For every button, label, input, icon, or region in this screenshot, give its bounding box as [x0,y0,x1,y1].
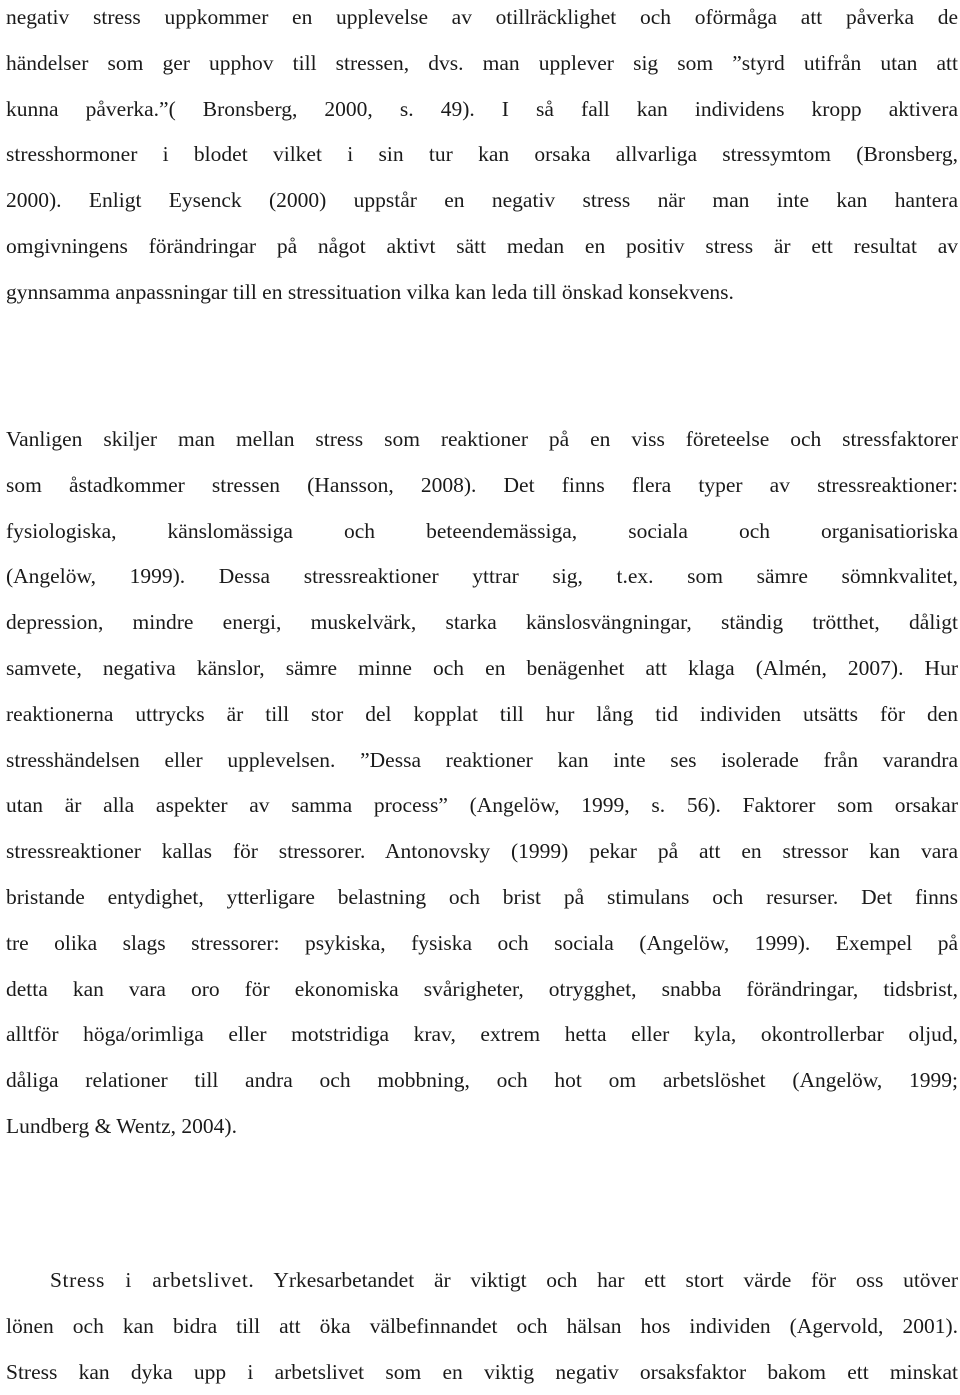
text-line: stressreaktioner kallas för stressorer. Antonovsky (1999) pekar på att en stressor kan vara [6,839,958,864]
text-line: depression, mindre energi, muskelvärk, starka känslosvängningar, ständig trötthet, dåligt [6,610,958,635]
text-line: Stress kan dyka upp i arbetslivet som en viktig negativ orsaksfaktor bakom ett minskat [6,1359,958,1384]
text-line: utan är alla aspekter av samma process” (Angelöw, 1999, s. 56). Faktorer som orsakar [6,793,958,818]
text-line: negativ stress uppkommer en upplevelse av otillräcklighet och oförmåga att påverka de [6,5,958,29]
text-line: (Angelöw, 1999). Dessa stressreaktioner yttrar sig, t.ex. som sämre sömnkvalitet, [6,564,958,589]
text-line: Vanligen skiljer man mellan stress som reaktioner på en viss företeelse och stressfaktorer [6,427,958,451]
text-line: reaktionerna uttrycks är till stor del kopplat till hur lång tid individen utsätts för den [6,701,958,726]
text-line: 2000). Enligt Eysenck (2000) uppstår en negativ stress när man inte kan hantera [6,188,958,213]
section-heading: Stress i arbetslivet. [50,1268,255,1292]
text-line: stresshormoner i blodet vilket i sin tur kan orsaka allvarliga stressymtom (Bronsberg, [6,142,958,167]
paragraph-1 [6,0,958,316]
text-line: tre olika slags stressorer: psykiska, fysiska och sociala (Angelöw, 1999). Exempel på [6,930,958,955]
text-line: stresshändelsen eller upplevelsen. ”Dessa reaktioner kan inte ses isolerade från varandra [6,747,958,772]
text-line: Lundberg & Wentz, 2004). [6,1113,237,1138]
text-line-rest: Yrkesarbetandet är viktigt och har ett stort värde för oss utöver [254,1268,958,1292]
text-line: samvete, negativa känslor, sämre minne och en benägenhet att klaga (Almén, 2007). Hur [6,655,958,680]
text-line-with-heading [6,1258,958,1304]
text-line: som åstadkommer stressen (Hansson, 2008). Det finns flera typer av stressreaktioner: [6,472,958,497]
text-line: händelser som ger upphov till stressen, dvs. man upplever sig som ”styrd utifrån utan att [6,50,958,75]
text-line: gynnsamma anpassningar till en stressituation vilka kan leda till önskad konsekvens. [6,279,734,304]
text-line: kunna påverka.”( Bronsberg, 2000, s. 49). I så fall kan individens kropp aktivera [6,96,958,121]
paragraph-3 [6,1258,958,1395]
text-line: bristande entydighet, ytterligare belastning och brist på stimulans och resurser. Det finns [6,884,958,909]
text-line: alltför höga/orimliga eller motstridiga krav, extrem hetta eller kyla, okontrollerbar oljud, [6,1022,958,1047]
paragraph-2 [6,417,958,1150]
text-line: omgivningens förändringar på något aktivt sätt medan en positiv stress är ett resultat av [6,233,958,258]
text-line: fysiologiska, känslomässiga och beteendemässiga, sociala och organisatioriska [6,518,958,543]
text-line: lönen och kan bidra till att öka välbefinnandet och hälsan hos individen (Agervold, 2001). [6,1313,958,1338]
text-line: dåliga relationer till andra och mobbning, och hot om arbetslöshet (Angelöw, 1999; [6,1068,958,1093]
text-line: detta kan vara oro för ekonomiska svårigheter, otrygghet, snabba förändringar, tidsbrist, [6,976,958,1001]
